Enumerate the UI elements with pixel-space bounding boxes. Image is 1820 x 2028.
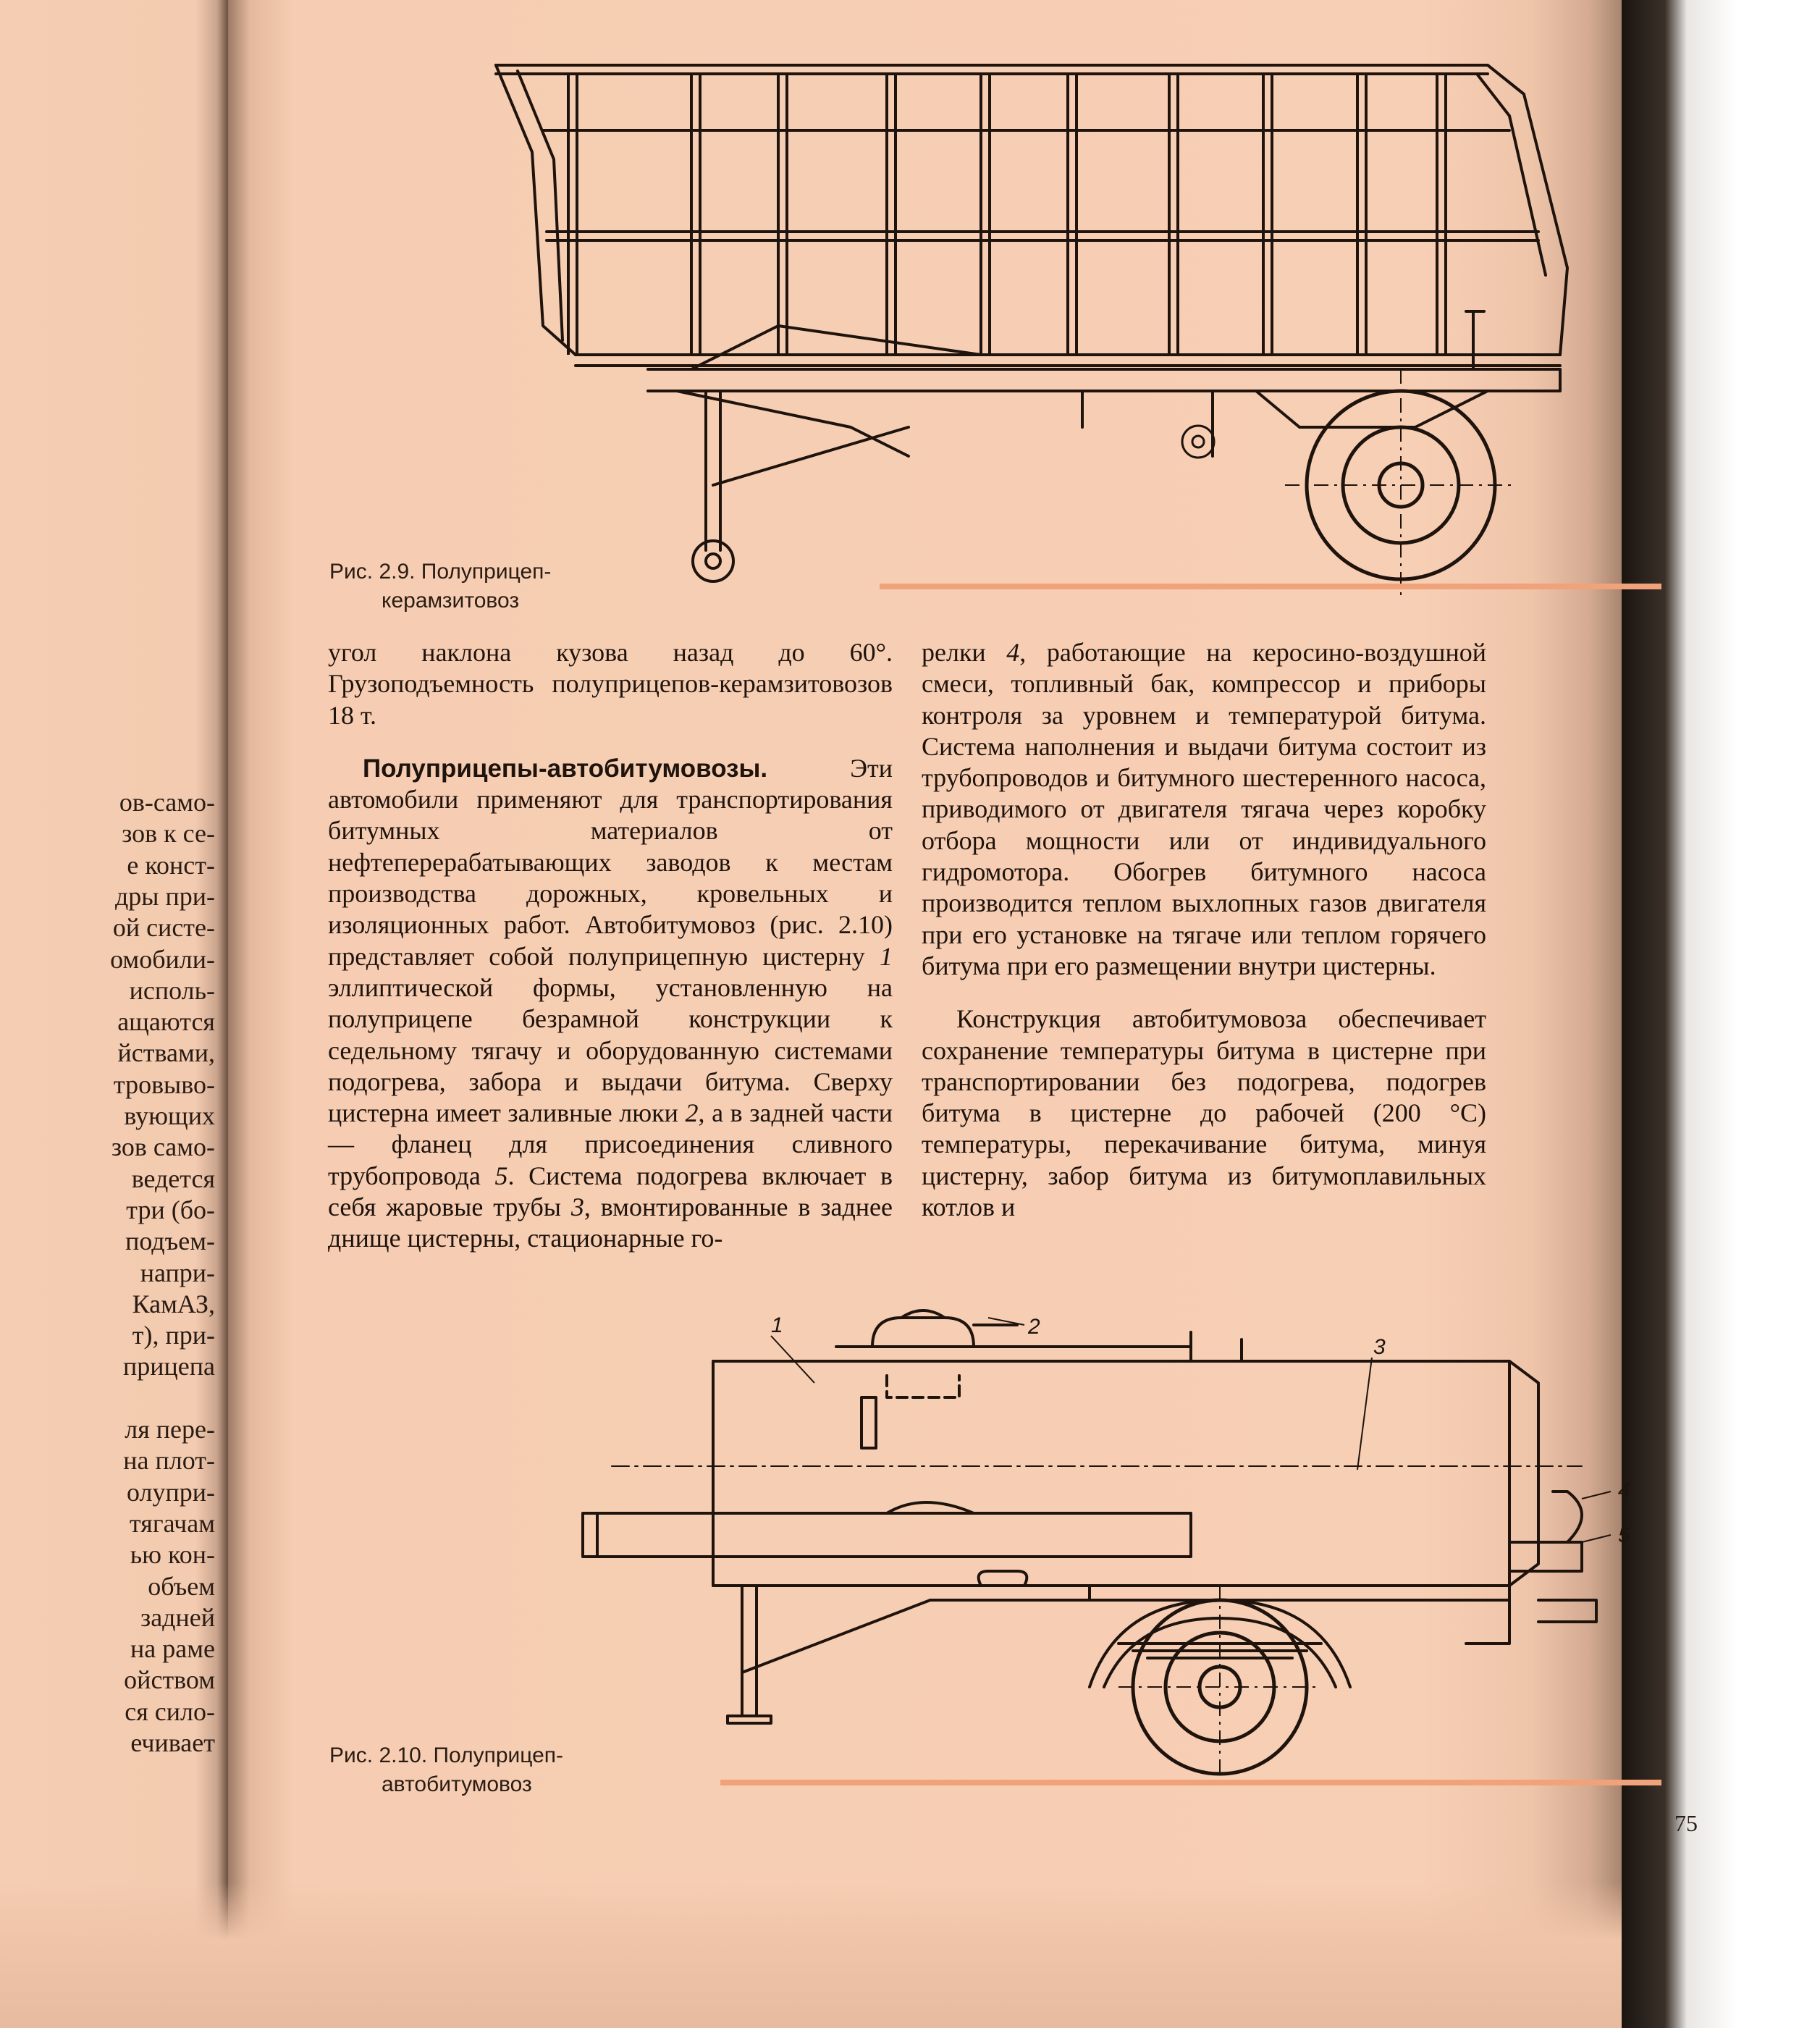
left-page-fragment: ащаются	[117, 1007, 215, 1037]
left-page	[0, 0, 228, 2028]
road-wheel	[1285, 369, 1517, 601]
fire-tube	[583, 1513, 1191, 1557]
figure-2-9-caption-line2: керамзитовоз	[382, 589, 520, 613]
ref-3: 3	[570, 1192, 584, 1222]
figure-2-9-drawing	[474, 51, 1719, 601]
left-page-fragment: на раме	[130, 1634, 215, 1664]
figure-2-9-caption	[329, 558, 551, 615]
left-page-fragment: тягачам	[130, 1508, 215, 1538]
left-page-fragment: т), при-	[132, 1321, 215, 1350]
left-page-fragment: напри-	[140, 1258, 215, 1287]
figure-2-10-caption	[329, 1741, 563, 1799]
tank-body	[713, 1361, 1538, 1586]
left-page-fragment: зов к се-	[122, 819, 215, 849]
left-page-fragment: дры при-	[114, 881, 215, 911]
left-page-fragment: ов-само-	[119, 788, 215, 817]
left-page-fragment: ведется	[131, 1164, 215, 1193]
left-page-fragment: ью кон-	[130, 1540, 215, 1570]
left-page-fragment: исполь-	[129, 975, 215, 1005]
section-heading: Полуприцепы-автобитумовозы.	[363, 754, 768, 783]
right-column-paragraph-2: Конструкция автобитумовоза обеспечивает сохранение температуры битума в цистерне при транспортировании без подогрева, подогрев битума в цистерне до рабочей (200 °С) температуры, перекачивание битума, минуя цистерну, забор битума из битумоплавильных котлов и	[922, 1004, 1486, 1222]
figure-2-10-drawing	[467, 1296, 1712, 1796]
callout-1: 1	[771, 1313, 783, 1337]
left-column-paragraph-2: Полуприцепы-автобитумовозы. Эти автомобили применяют для транспортирования битумных материалов от нефтеперерабатывающих заводов к местам производства дорожных, кровельных и изоляционных работ. Автобитумовоз (рис. 2.10) представляет собой полуприцепную цистерну 1 эллиптической формы, установленную на полуприцепе безрамной конструкции к седельному тягачу и оборудованную системами подогрева, забора и выдачи битума. Сверху цистерна имеет заливные люки 2, а в задней части — фланец для присоединения сливного трубопровода 5. Система подогрева включает в себя жаровые трубы 3, вмонтированные в заднее днище цистерны, стационарные го-	[328, 753, 893, 1253]
callout-3: 3	[1373, 1335, 1386, 1359]
left-page-fragment: ойством	[124, 1665, 215, 1695]
left-page-fragment: олупри-	[126, 1477, 215, 1507]
left-page-fragment: подъем-	[125, 1227, 215, 1256]
left-page-fragment: вующих	[124, 1101, 215, 1130]
landing-wheel	[693, 541, 733, 581]
filling-hatch	[872, 1318, 974, 1347]
right-column	[922, 637, 1486, 1223]
callout-2: 2	[1028, 1315, 1040, 1339]
left-column	[328, 637, 893, 1255]
left-page-fragment: зов само-	[111, 1132, 215, 1162]
left-page-fragment: е конст-	[127, 850, 215, 880]
left-page-fragment: КамАЗ,	[132, 1289, 215, 1318]
callout-4: 4	[1618, 1478, 1630, 1502]
spare-wheel-winch	[1182, 426, 1214, 458]
left-page-fragment: объем	[148, 1571, 215, 1601]
left-page-fragment: омобили-	[110, 944, 215, 974]
chassis-frame	[713, 1586, 1509, 1600]
left-page-fragment: ся сило-	[125, 1696, 215, 1726]
left-page-fragment: на плот-	[123, 1446, 215, 1476]
left-page-fragment: тровыво-	[113, 1069, 215, 1099]
right-column-paragraph-1: релки 4, работающие на керосино-воздушной смеси, топливный бак, компрессор и приборы контроля за уровнем и температурой битума. Система наполнения и выдачи битума состоит из трубопроводов и битумного шестеренного насоса, приводимого от двигателя тягача через коробку отбора мощности или от индивидуального гидромотора. Обогрев битумного насоса производится теплом выхлопных газов двигателя при его установке на тягаче или теплом горячего битума при его размещении внутри цистерны.	[922, 638, 1486, 980]
ref-4: 4	[1006, 638, 1020, 667]
ref-2: 2	[685, 1098, 699, 1128]
left-page-fragment: задней	[140, 1602, 215, 1632]
left-page-fragment: три (бо-	[126, 1195, 215, 1224]
left-page-fragment: ечивает	[130, 1728, 215, 1757]
left-page-fragment: йствами,	[117, 1038, 215, 1068]
figure-2-10-caption-line1: Рис. 2.10. Полуприцеп-	[329, 1743, 564, 1767]
body-top-rail	[496, 65, 1524, 94]
left-page-fragment: ой систе-	[112, 913, 215, 943]
page-number: 75	[1674, 1810, 1698, 1836]
ref-1: 1	[880, 941, 893, 971]
left-page-fragment: прицепа	[122, 1352, 215, 1381]
figure-2-9-caption-line1: Рис. 2.9. Полуприцеп-	[329, 560, 552, 584]
left-page-fragment: ля пере-	[125, 1415, 215, 1444]
chassis-frame	[648, 369, 1560, 391]
left-column-paragraph-1: угол наклона кузова назад до 60°. Грузоподъемность полуприцепов-керамзитовозов 18 т.	[328, 638, 893, 730]
body-rear-wall	[1488, 65, 1567, 355]
callout-5: 5	[1618, 1523, 1630, 1547]
ref-5: 5	[494, 1161, 508, 1190]
air-tank	[979, 1571, 1027, 1586]
figure-2-10-caption-line2: автобитумовоз	[382, 1772, 532, 1796]
right-page	[228, 0, 1698, 2028]
body-front-wall	[496, 65, 576, 355]
